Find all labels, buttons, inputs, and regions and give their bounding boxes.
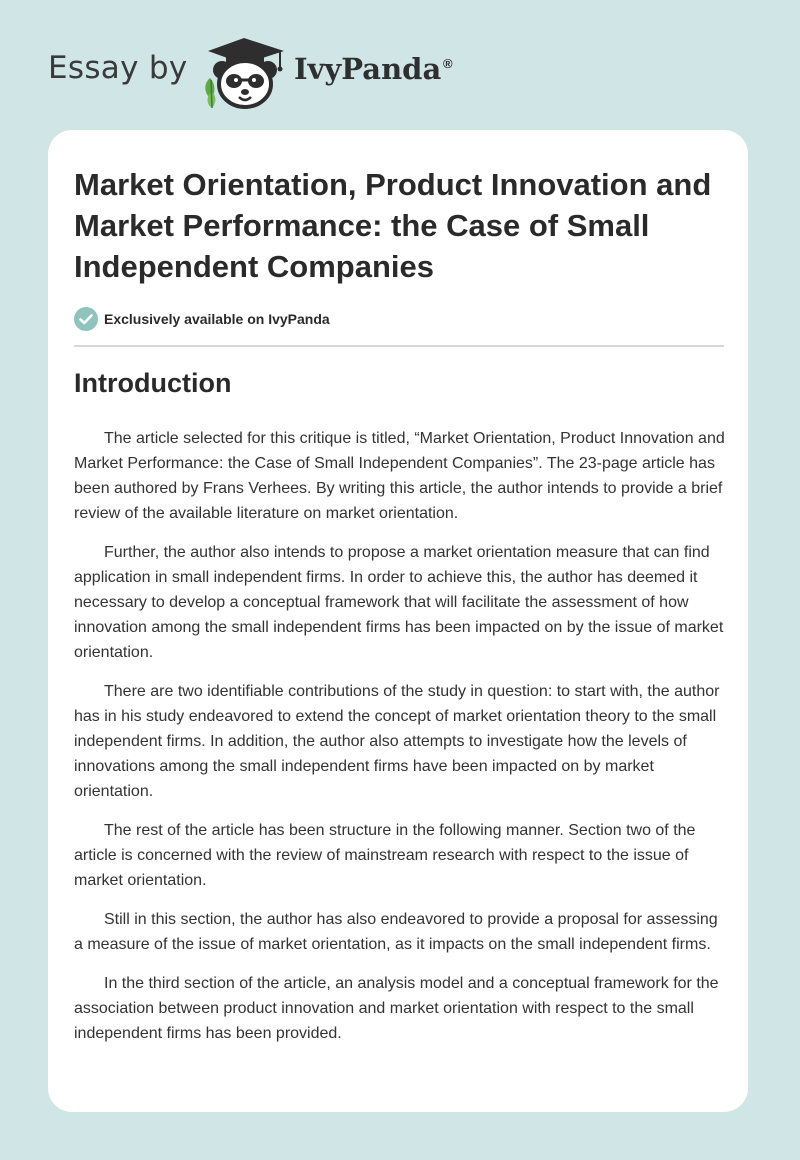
article-card bbox=[48, 130, 748, 1112]
paragraph: The article selected for this critique is titled, “Market Orientation, Product Innovation and Market Performance: the Case of Small Independent Companies”. The 23-page article has been authored by Frans Verhees. By writing this article, the author intends to provide a brief review of the available literature on market orientation. bbox=[74, 430, 725, 522]
exclusive-badge bbox=[74, 306, 330, 332]
panda-graduate-icon[interactable] bbox=[200, 34, 290, 110]
paragraph: In the third section of the article, an analysis model and a conceptual framework for the association between product innovation and market orientation with respect to the small independent firms has been provided. bbox=[74, 975, 719, 1042]
exclusive-badge-label: Exclusively available on IvyPanda bbox=[104, 311, 330, 327]
essay-by-label: Essay by bbox=[48, 50, 188, 86]
paragraph: Further, the author also intends to propose a market orientation measure that can find application in small independent firms. In order to achieve this, the author has deemed it necessary to develop a conceptual framework that will facilitate the assessment of how innovation among the small independent firms has been impacted on by the issue of market orientation. bbox=[74, 544, 724, 661]
paragraph: There are two identifiable contributions of the study in question: to start with, the author has in his study endeavored to extend the concept of market orientation theory to the small independent firms. In addition, the author also attempts to investigate how the levels of innovations among the small independent firms have been impacted on by market orientation. bbox=[74, 683, 720, 800]
check-circle-icon bbox=[74, 307, 98, 331]
brand-name[interactable]: IvyPanda bbox=[294, 52, 442, 86]
paragraph: Still in this section, the author has also endeavored to provide a proposal for assessing a measure of the issue of market orientation, as it impacts on the small independent firms. bbox=[74, 911, 718, 953]
section-heading: Introduction bbox=[74, 368, 232, 398]
title-divider bbox=[74, 345, 724, 347]
paragraph: The rest of the article has been structure in the following manner. Section two of the article is concerned with the review of mainstream research with respect to the issue of market orientation. bbox=[74, 822, 696, 889]
registered-mark: ® bbox=[443, 56, 453, 71]
article-title: Market Orientation, Product Innovation and Market Performance: the Case of Small Independent Companies bbox=[74, 167, 712, 284]
article-body bbox=[74, 426, 726, 1060]
site-header bbox=[0, 0, 800, 130]
